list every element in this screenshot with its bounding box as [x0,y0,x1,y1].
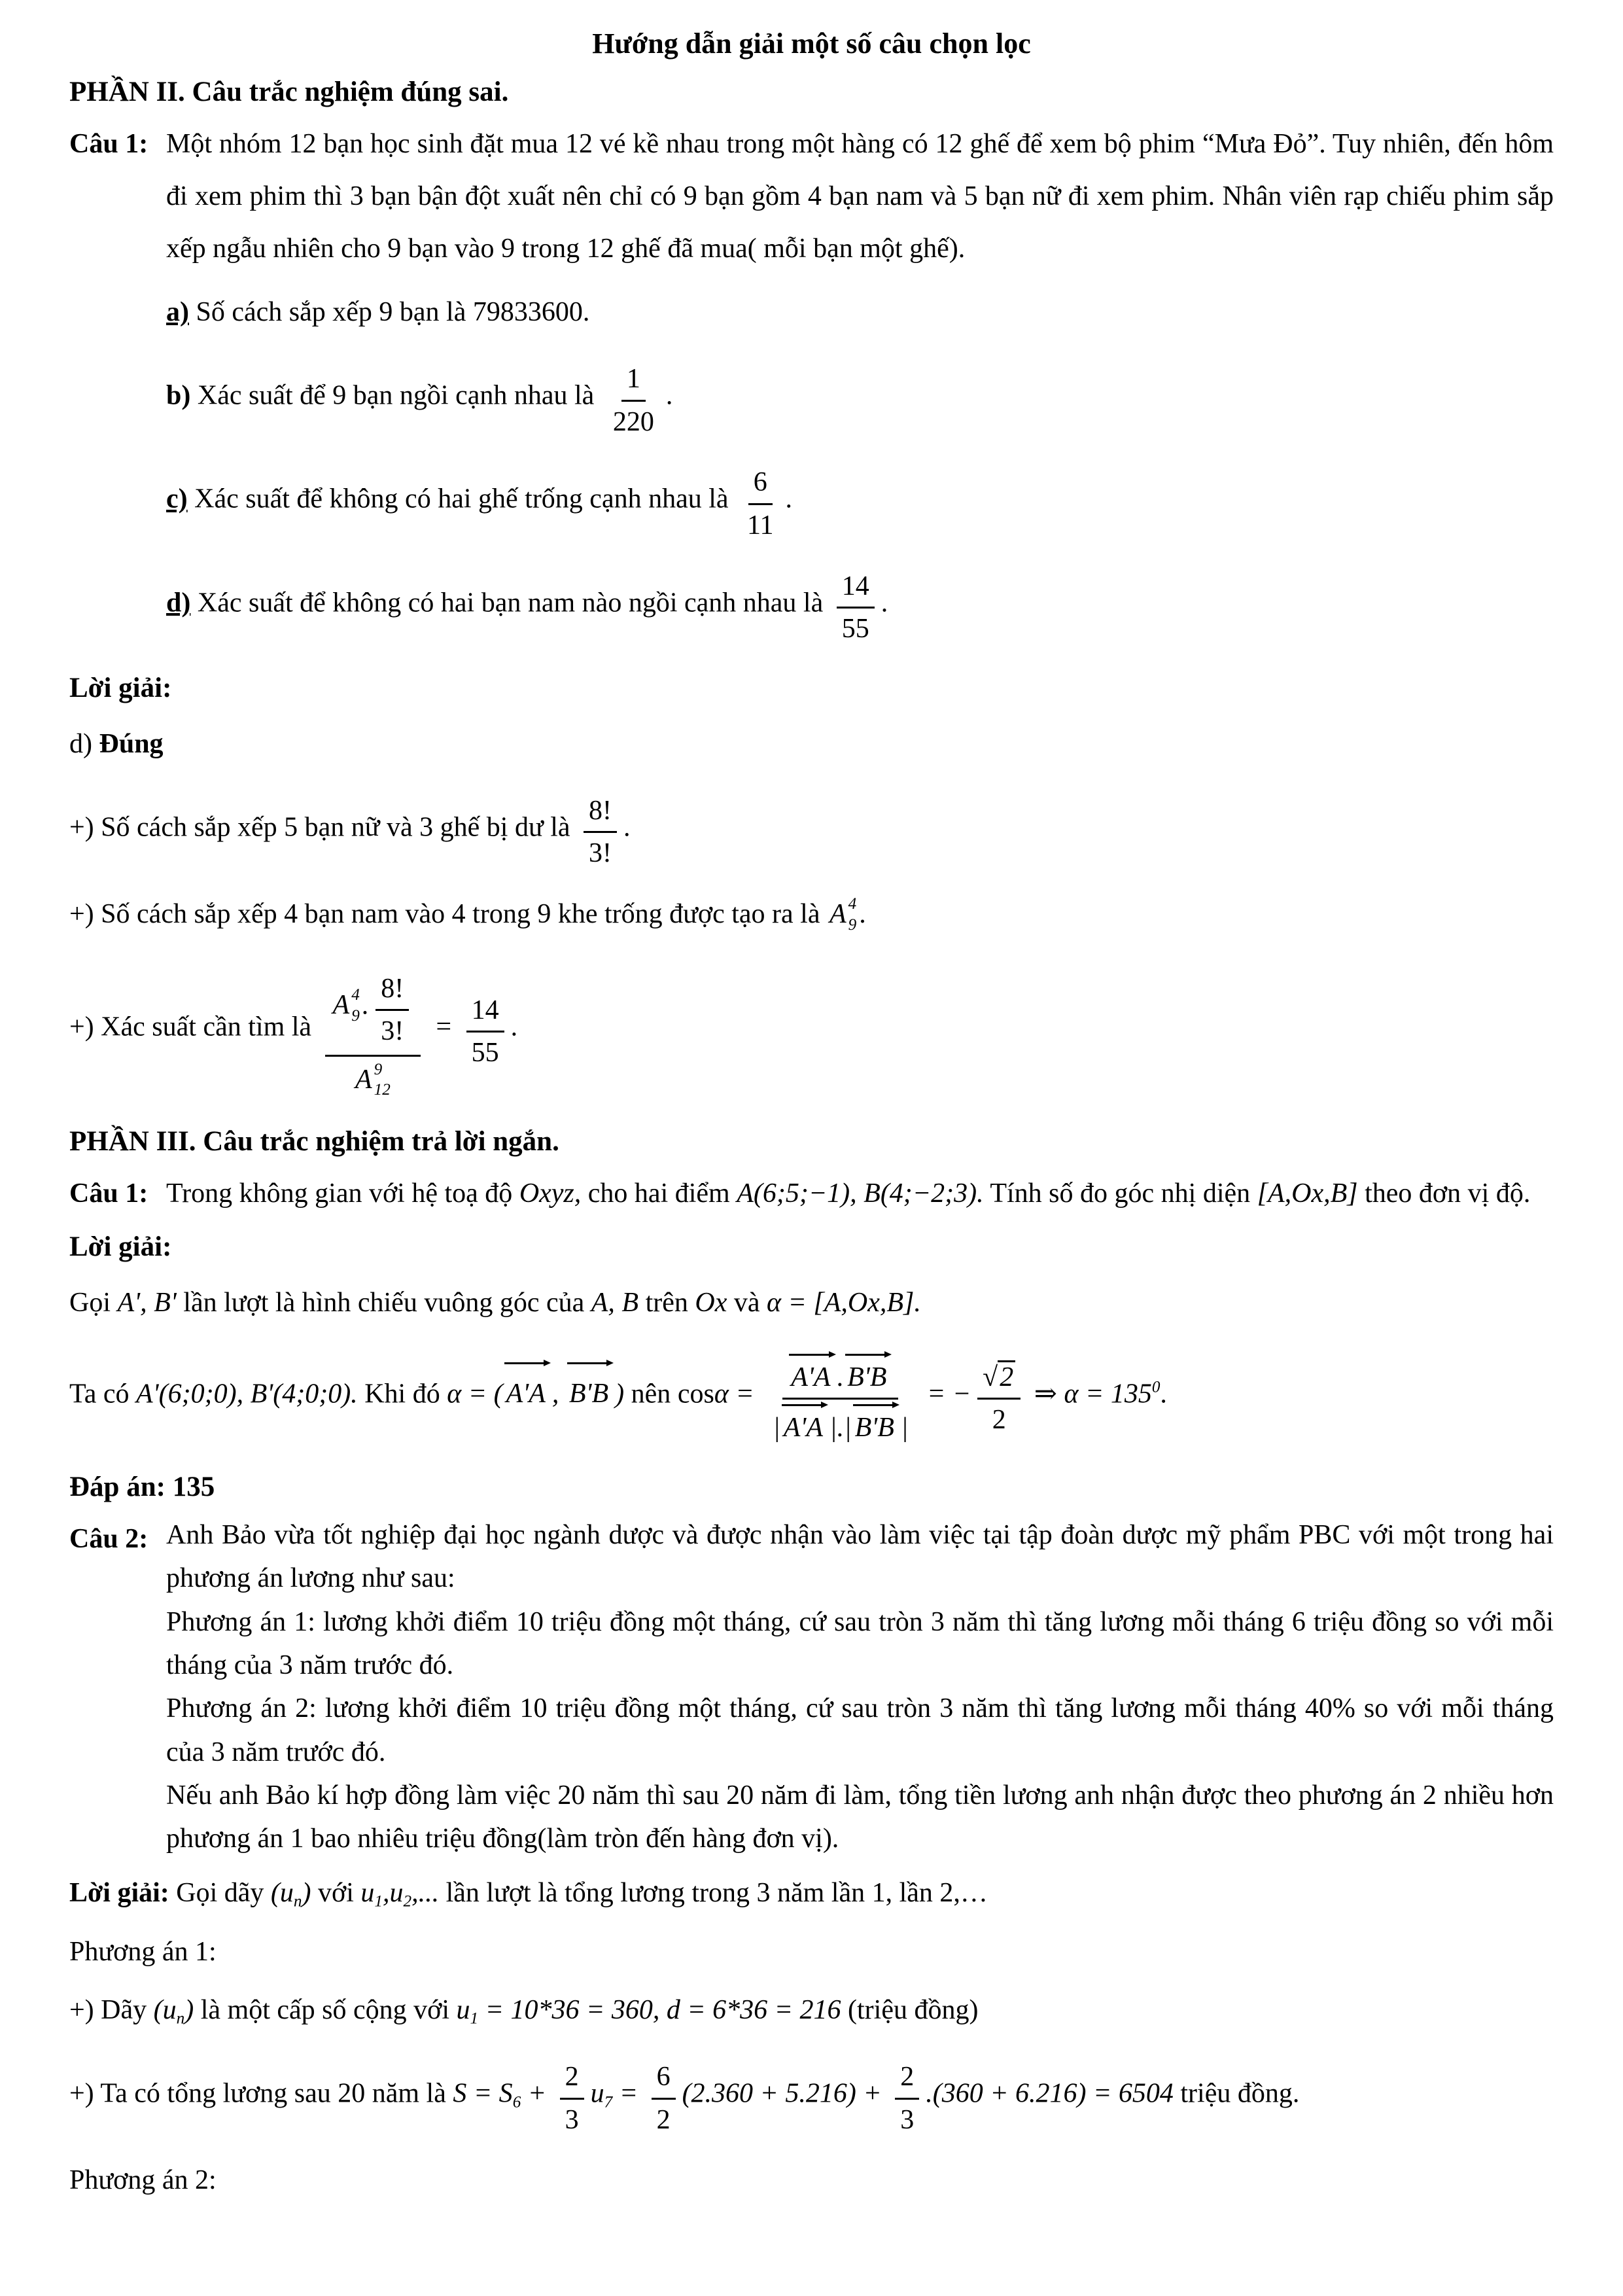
text-run: 3 [565,2104,579,2135]
text-run: +) Số cách sắp xếp 5 bạn nữ và 3 ghế bị dư là [69,812,578,843]
part2-solution-line-2 [69,785,1554,874]
text-run: 14 [471,995,499,1025]
subscript: 6 [512,2093,521,2111]
part3-question-2-text [166,1513,1554,1861]
numerator [837,563,875,609]
denominator [466,1033,504,1071]
document-title: Hướng dẫn giải một số câu chọn lọc [592,27,1031,60]
math-run: α = 135 [1064,1379,1152,1409]
part2-statement-b [166,353,1554,442]
sub-superscript [829,889,856,941]
numerator [621,356,646,402]
text-run: Xác suất để không có hai ghế trống cạnh nhau là [187,484,736,515]
fraction [977,1354,1021,1438]
text-run: Một nhóm 12 bạn học sinh đặt mua 12 vé kề nhau trong một hàng có 12 ghế để xem bộ phim “Mưa Đỏ”. Tuy nhiên, đến hôm đi xem phim thì 3 bạn bận đột xuất nên chỉ có 9 bạn gồm 4 bạn nam và 5 bạn nữ đi xem phim. Nhân viên rạp chiếu phim sắp xếp ngẫu nhiên cho 9 bạn vào 9 trong 12 ghế đã mua( mỗi bạn một ghế). [166,129,1554,264]
math-run: (u [270,1877,294,1908]
subscript: n [293,1892,302,1911]
vector-arrow: B'B [853,1409,899,1446]
text-run: 8! [589,795,612,826]
math-run: u [590,2078,604,2109]
math-run: = 10*36 = 360, d = 6*36 = 216 [478,1995,848,2026]
denominator [375,1011,409,1050]
fraction [608,356,659,440]
math-run: , [551,1379,566,1409]
fraction [895,2054,919,2138]
bold-underline-run: a) [166,297,189,328]
text-run: 2 [900,2062,915,2093]
sub-superscript [333,985,360,1026]
math-run: | [900,1413,909,1443]
fraction [652,2054,676,2138]
numerator [977,1354,1021,1400]
text-run: . [623,812,631,843]
text-run: 2 [992,1405,1006,1436]
vector-arrow: B'B [845,1358,892,1396]
math-run: Oxyz, [519,1178,582,1209]
text-run: 55 [471,1038,499,1069]
text-run: với [311,1877,361,1908]
math-run: .(360 + 6.216) = 6504 [926,2078,1174,2109]
part2-heading: PHẦN II. Câu trắc nghiệm đúng sai. [69,77,509,107]
text-run: 2 [565,2062,579,2093]
part3-question-1-text [166,1168,1554,1220]
numerator [584,788,617,834]
text-run: +) Xác suất cần tìm là [69,1012,319,1042]
text-run: 3! [589,838,612,869]
text-run: trên [638,1287,695,1318]
text-run: và [727,1287,767,1318]
numerator [375,966,409,1012]
fraction [742,459,778,543]
part2-question-1-label: Câu 1: [69,129,148,160]
math-run: | [773,1413,780,1443]
math-run: ) [615,1379,625,1409]
text-run: +) Số cách sắp xếp 4 bạn nam vào 4 trong 9 khe trống được tạo ra là [69,898,827,929]
math-run: . [837,1362,845,1392]
text-run: Ta có [69,1379,137,1409]
part2-solution-line-3 [69,889,1554,941]
math-run: + [521,2078,553,2109]
text-run: cos [677,1379,714,1409]
text-run: Gọi [69,1287,118,1318]
math-run: A', B' [117,1287,177,1318]
question-2-paragraph-1 [166,1513,1554,1600]
numerator [895,2054,919,2100]
math-run: (2.360 + 5.216) + [682,2078,889,2109]
part3-question-1 [69,1168,1554,1220]
bold-underline-run: d) [166,588,191,618]
math-run: √ [983,1362,998,1392]
part3-heading: PHẦN III. Câu trắc nghiệm trả lời ngắn. [69,1125,559,1157]
math-run: A(6;5;−1), B(4;−2;3). [737,1178,984,1209]
text-run: . [665,381,673,412]
text-run: cho hai điểm [581,1178,737,1209]
fraction [466,987,504,1071]
math-run: u [360,1877,375,1908]
math-run: ,u [383,1877,404,1908]
text-run: Số cách sắp xếp 9 bạn là 79833600. [189,297,590,328]
text-run: . [859,898,866,929]
question-2-paragraph-2 [166,1600,1554,1687]
text-run: 220 [612,406,654,437]
text-run: Tính số đo góc nhị diện [983,1178,1257,1209]
math-run: = [612,2078,645,2109]
denominator [742,505,778,544]
part2-question-1 [69,118,1554,275]
text-run: . [1160,1379,1167,1409]
math-run: (u [153,1995,177,2026]
math-run: Ox [695,1287,727,1318]
text-run: +) Dãy [69,1995,154,2026]
math-run: ) [302,1877,311,1908]
fraction [560,2054,584,2138]
denominator [347,1057,398,1101]
text-run: Phương án 1: lương khởi điểm 10 triệu đồng một tháng, cứ sau tròn 3 năm thì tăng lương mỗi tháng 6 triệu đồng so với mỗi tháng của 3 năm trước đó. [166,1606,1554,1681]
part2-statement-c [166,457,1554,546]
fraction [325,958,421,1101]
text-run: 6 [753,467,767,498]
part3-solution-line-2 [69,1344,1554,1449]
base: A [355,1065,372,1095]
fraction [584,788,617,872]
text-run: . [881,588,888,618]
text-run: 3! [381,1016,404,1047]
vector-arrow: A'A [782,1409,828,1446]
bold-run: b) [166,381,191,412]
text-run: 55 [841,614,869,645]
math-run: ) [184,1995,194,2026]
part3-question-2-label: Câu 2: [69,1523,148,1554]
plan-1-label: Phương án 1: [69,1936,217,1967]
denominator [608,402,659,440]
math-run: A'(6;0;0), B'(4;0;0). [136,1379,358,1409]
text-run: 11 [747,510,774,541]
part2-solution-heading: Lời giải: [69,672,172,703]
fraction [767,1347,913,1446]
math-run: α = [714,1379,761,1409]
vector-arrow: B'B [567,1367,614,1421]
part2-statement-a [166,287,1554,339]
text-run: theo đơn vị độ. [1357,1178,1531,1209]
text-run: nên [624,1379,678,1409]
text-run: Trong không gian với hệ toạ độ [166,1178,519,1209]
text-run: +) Ta có tổng lương sau 20 năm là [69,2078,453,2109]
part2-question-1-text [166,118,1554,275]
question-2-paragraph-3 [166,1687,1554,1774]
numerator [782,1347,898,1400]
denominator [987,1400,1011,1438]
text-run: 14 [841,571,869,601]
denominator [560,2100,584,2138]
part3-answer: Đáp án: 135 [69,1471,215,1502]
plan-1-line-2 [69,2051,1554,2140]
numerator [652,2054,676,2100]
math-run: α = [A,Ox,B]. [767,1287,921,1318]
overline-run: 2 [998,1360,1015,1392]
text-run: Nếu anh Bảo kí hợp đồng làm việc 20 năm thì sau 20 năm đi làm, tổng tiền lương anh nhận được theo phương án 2 nhiều hơn phương án 1 bao nhiêu triệu đồng(làm tròn đến hàng đơn vị). [166,1780,1554,1854]
math-run: u [456,1995,470,2026]
math-run: = [427,1012,460,1042]
text-run: lần lượt là tổng lương trong 3 năm lần 1, lần 2,… [439,1877,988,1908]
part3-solution-line-1 [69,1277,1554,1330]
text-run: 1 [626,364,640,395]
math-run: A, B [591,1287,639,1318]
denominator [895,2100,919,2138]
text-run: Phương án 2: lương khởi điểm 10 triệu đồng một tháng, cứ sau tròn 3 năm thì tăng lương mỗi tháng 40% so với mỗi tháng của 3 năm trước đó. [166,1693,1554,1767]
text-run: 2 [656,2104,671,2135]
text-run: Khi đó [357,1379,447,1409]
subscript: n [176,2009,185,2028]
math-run: α = ( [447,1379,503,1409]
subscript: 2 [403,1892,412,1911]
scripts: 4 9 [848,895,857,934]
denominator [584,833,617,872]
text-run: lần lượt là hình chiếu vuông góc của [176,1287,591,1318]
text-run: 6 [656,2062,671,2093]
scripts: 9 12 [374,1060,391,1099]
fraction [375,966,409,1050]
math-run: = − [920,1379,971,1409]
numerator [560,2054,584,2100]
text-run: 3 [900,2104,915,2135]
numerator [466,987,504,1033]
vector-arrow: A'A [504,1367,551,1421]
math-run: S = S [453,2078,513,2109]
fraction [837,563,875,647]
plan-1-line-1 [69,1985,1554,2037]
sub-superscript [355,1059,391,1101]
question-2-solution-intro [69,1867,1554,1920]
denominator [652,2100,676,2138]
vector-arrow: A'A [789,1358,835,1396]
math-run: ,... [411,1877,440,1908]
text-run: triệu đồng. [1173,2078,1300,2109]
part2-statement-d [166,561,1554,650]
base: A [332,990,350,1021]
subscript: 1 [374,1892,383,1911]
text-run: 8! [381,973,404,1004]
bold-underline-run: c) [166,484,188,515]
bold-run: Lời giải: [69,1877,169,1908]
scripts: 4 9 [351,986,360,1025]
plan-2-label: Phương án 2: [69,2165,217,2196]
text-run: Xác suất để 9 bạn ngồi cạnh nhau là [190,381,601,412]
superscript: 0 [1151,1378,1161,1396]
text-run: . [510,1012,518,1042]
part2-solution-line-1 [69,718,1554,771]
question-2-paragraph-4 [166,1774,1554,1861]
math-run: |.| [829,1413,852,1443]
part3-question-1-label: Câu 1: [69,1178,148,1209]
part3-question-2 [69,1513,1554,1861]
text-run: Gọi dãy [169,1877,271,1908]
text-run: Xác suất để không có hai bạn nam nào ngồi cạnh nhau là [190,588,830,618]
text-run: d) [69,728,99,759]
part3-solution-heading: Lời giải: [69,1231,172,1262]
subscript: 7 [604,2093,613,2111]
bold-run: Đúng [99,728,164,759]
numerator [325,958,421,1057]
numerator [748,459,773,505]
text-run: ⇒ [1027,1379,1064,1409]
denominator [837,609,875,647]
subscript: 1 [470,2009,479,2028]
denominator [767,1400,913,1446]
base: A [829,898,846,929]
math-run: [A,Ox,B] [1257,1178,1358,1209]
text-run: . [785,484,792,515]
math-run: . [362,990,370,1021]
text-run: Anh Bảo vừa tốt nghiệp đại học ngành dược và được nhận vào làm việc tại tập đoàn dược mỹ phẩm PBC với một trong hai phương án lương như sau: [166,1519,1554,1594]
text-run: (triệu đồng) [848,1995,979,2026]
text-run: là một cấp số cộng với [194,1995,457,2026]
part2-solution-line-4 [69,955,1554,1103]
